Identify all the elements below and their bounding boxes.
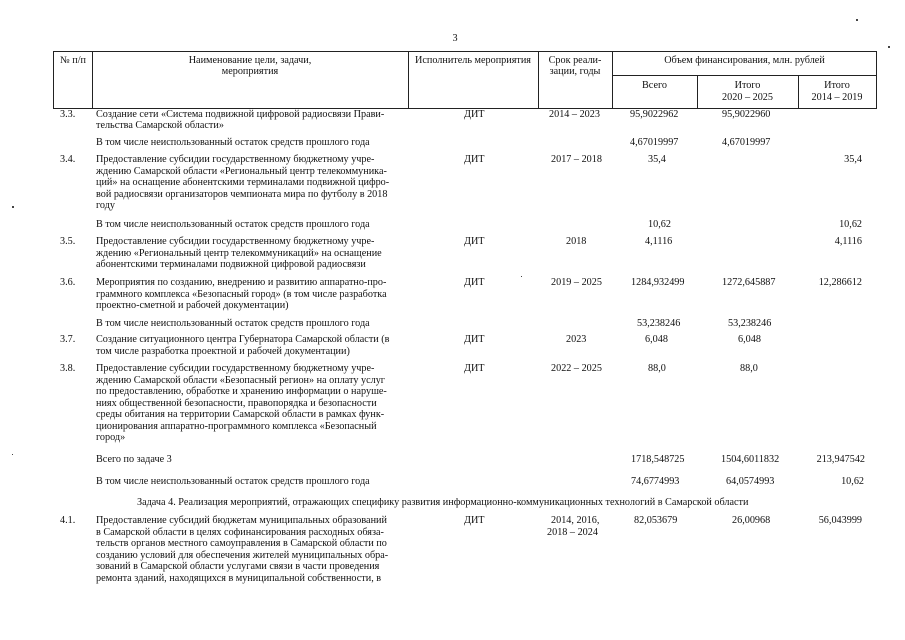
scan-speck (521, 276, 522, 277)
row-3-3-executor: ДИТ (464, 109, 485, 120)
row-3-6-name-3: проектно-сметной и рабочей документации) (96, 300, 289, 311)
row-3-7-num: 3.7. (60, 334, 76, 345)
row-3-7-executor: ДИТ (464, 334, 485, 345)
row-4-1-name-4: созданию условий для обеспечения жителей муниципальных обра- (96, 550, 389, 561)
header-col-total2020-2: 2020 – 2025 (722, 92, 773, 103)
row-3-4-name-2: ждению Самарской области «Региональный центр телекоммуника- (96, 166, 387, 177)
row-3-7-total: 6,048 (645, 334, 668, 345)
row-3-8-executor: ДИТ (464, 363, 485, 374)
row-4-1-name-1: Предоставление субсидий бюджетам муниципальных образований (96, 515, 387, 526)
scan-speck (888, 46, 890, 48)
row-3-6-name-1: Мероприятия по созданию, внедрению и развитию аппаратно-про- (96, 277, 387, 288)
row-3-8-period: 2022 – 2025 (551, 363, 602, 374)
row-3-3-total: 95,9022962 (630, 109, 679, 120)
row-4-1-period-2: 2018 – 2024 (547, 527, 598, 538)
task4-heading: Задача 4. Реализация мероприятий, отражающих специфику развития информационно-коммуникационных технологий в Самарской области (137, 497, 749, 508)
row-3-6-total2020: 1272,645887 (722, 277, 776, 288)
row-3-8-total: 88,0 (648, 363, 666, 374)
row-3-8-name-7: город» (96, 432, 126, 443)
task3-remainder-total2014: 10,62 (841, 476, 864, 487)
row-3-3-num: 3.3. (60, 109, 76, 120)
row-3-4-remainder-name: В том числе неиспользованный остаток средств прошлого года (96, 219, 370, 230)
row-3-4-name-3: ций» на оснащение абонентскими терминалами подвижной цифро- (96, 177, 390, 188)
row-3-6-remainder-total: 53,238246 (637, 318, 681, 329)
row-3-5-name-1: Предоставление субсидии государственному бюджетному учре- (96, 236, 375, 247)
task3-total-total: 1718,548725 (631, 454, 685, 465)
row-4-1-executor: ДИТ (464, 515, 485, 526)
row-3-3-name-1: Создание сети «Система подвижной цифровой радиосвязи Прави- (96, 109, 385, 120)
row-3-8-name-1: Предоставление субсидии государственному бюджетному учре- (96, 363, 375, 374)
row-4-1-name-3: тельств органов местного самоуправления в Самарской области по (96, 538, 387, 549)
row-3-7-name-1: Создание ситуационного центра Губернатора Самарской области (в (96, 334, 390, 345)
task3-total-name: Всего по задаче 3 (96, 454, 172, 465)
header-col-total2014-1: Итого (824, 80, 850, 91)
row-4-1-name-2: в Самарской области в целях софинансирования расходных обяза- (96, 527, 384, 538)
task3-total-total2014: 213,947542 (816, 454, 865, 465)
row-3-6-num: 3.6. (60, 277, 76, 288)
task3-remainder-name: В том числе неиспользованный остаток средств прошлого года (96, 476, 370, 487)
row-3-5-num: 3.5. (60, 236, 76, 247)
row-3-8-name-4: ниях общественной безопасности, правопорядка и безопасности (96, 398, 377, 409)
header-col-total2014-2: 2014 – 2019 (811, 92, 863, 103)
header-top-border (53, 51, 877, 52)
row-3-3-period: 2014 – 2023 (549, 109, 600, 120)
row-3-8-name-2: ждению Самарской области «Безопасный регион» на оплату услуг (96, 375, 385, 386)
row-4-1-name-5: зований в Самарской области услугами связи в части проведения (96, 561, 380, 572)
row-3-3-remainder-name: В том числе неиспользованный остаток средств прошлого года (96, 137, 370, 148)
header-col-funding: Объем финансирования, млн. рублей (664, 55, 825, 66)
row-3-4-total: 35,4 (648, 154, 666, 165)
header-funding-divider (612, 75, 877, 76)
row-3-5-period: 2018 (566, 236, 587, 247)
row-3-4-name-1: Предоставление субсидии государственному бюджетному учре- (96, 154, 375, 165)
row-3-8-name-5: среды обитания на территории Самарской области в рамках функ- (96, 409, 385, 420)
row-3-6-remainder-name: В том числе неиспользованный остаток средств прошлого года (96, 318, 370, 329)
row-3-3-total2020: 95,9022960 (722, 109, 771, 120)
row-3-7-total2020: 6,048 (738, 334, 761, 345)
row-4-1-name-6: ремонта зданий, находящихся в муниципальной собственности, в (96, 573, 382, 584)
row-3-6-total2014: 12,286612 (818, 277, 862, 288)
header-col-executor: Исполнитель мероприятия (415, 55, 531, 66)
row-3-8-name-3: по предоставлению, обработке и хранению информации о наруше- (96, 386, 387, 397)
header-col-period-1: Срок реали- (548, 55, 602, 66)
row-3-3-name-2: тельства Самарской области» (96, 120, 224, 131)
row-3-8-name-6: ционирования аппаратно-программного комплекса «Безопасный (96, 421, 377, 432)
row-3-5-name-2: ждению «Региональный центр телекоммуникаций» на оснащение (96, 248, 382, 259)
row-3-4-remainder-total2014: 10,62 (839, 219, 862, 230)
row-3-8-total2020: 88,0 (740, 363, 758, 374)
row-3-4-name-5: году (96, 200, 116, 211)
scan-speck (12, 206, 14, 208)
row-3-6-period: 2019 – 2025 (551, 277, 602, 288)
row-3-6-name-2: граммного комплекса «Безопасный город» (в том числе разработка (96, 289, 387, 300)
page-number: 3 (452, 33, 458, 44)
row-4-1-num: 4.1. (60, 515, 76, 526)
row-3-6-remainder-total2020: 53,238246 (728, 318, 772, 329)
row-3-4-total2014: 35,4 (844, 154, 862, 165)
header-col-total: Всего (642, 80, 667, 91)
row-3-3-remainder-total: 4,67019997 (630, 137, 679, 148)
row-3-4-name-4: вой радиосвязи организаторов чемпионата мира по футболу в 2018 (96, 189, 388, 200)
row-4-1-total: 82,053679 (634, 515, 678, 526)
row-3-4-num: 3.4. (60, 154, 76, 165)
task3-remainder-total2020: 64,0574993 (726, 476, 775, 487)
row-3-5-total2014: 4,1116 (834, 236, 862, 247)
row-3-5-total: 4,1116 (645, 236, 673, 247)
scan-speck (12, 454, 13, 455)
row-3-4-executor: ДИТ (464, 154, 485, 165)
scan-speck (856, 19, 858, 21)
row-3-8-num: 3.8. (60, 363, 76, 374)
row-3-6-total: 1284,932499 (631, 277, 685, 288)
header-col-total2020-1: Итого (734, 80, 761, 91)
row-3-3-remainder-total2020: 4,67019997 (722, 137, 771, 148)
row-3-5-name-3: абонентскими терминалами подвижной цифровой радиосвязи (96, 259, 366, 270)
header-col-name-1: Наименование цели, задачи, (188, 55, 312, 66)
row-3-4-remainder-total: 10,62 (648, 219, 671, 230)
header-col-name-2: мероприятия (221, 66, 279, 77)
row-4-1-total2020: 26,00968 (732, 515, 771, 526)
row-3-5-executor: ДИТ (464, 236, 485, 247)
header-col-period-2: зации, годы (549, 66, 601, 77)
header-col-num: № п/п (59, 55, 86, 66)
row-3-4-period: 2017 – 2018 (551, 154, 602, 165)
row-3-7-name-2: том числе разработка проектной и рабочей документации) (96, 346, 350, 357)
row-3-6-executor: ДИТ (464, 277, 485, 288)
row-3-7-period: 2023 (566, 334, 587, 345)
row-4-1-total2014: 56,043999 (818, 515, 862, 526)
row-4-1-period-1: 2014, 2016, (551, 515, 600, 526)
task3-remainder-total: 74,6774993 (631, 476, 680, 487)
task3-total-total2020: 1504,6011832 (721, 454, 780, 465)
